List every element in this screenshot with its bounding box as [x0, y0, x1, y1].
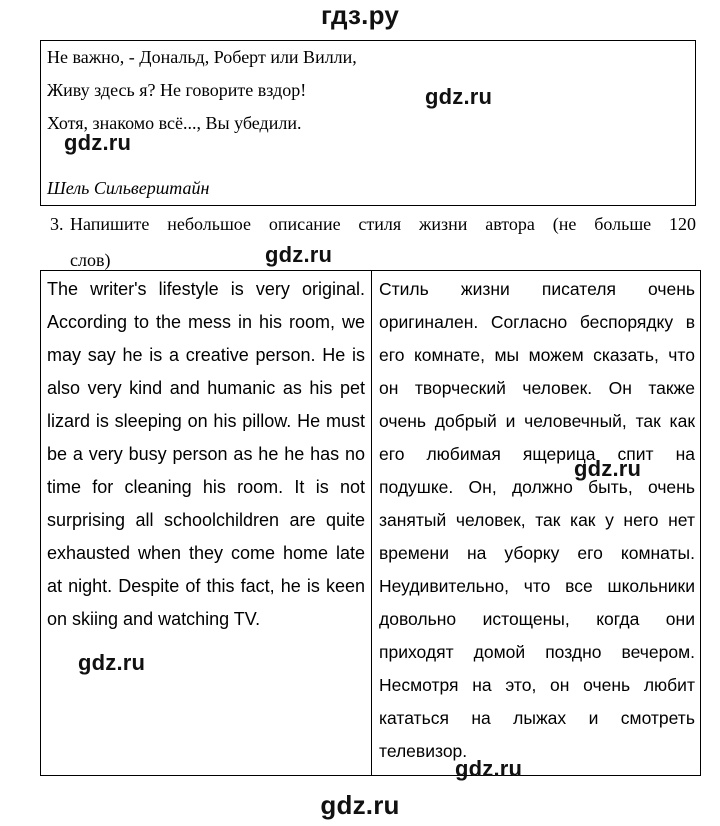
russian-word: домой — [473, 642, 526, 662]
task-word: жизни — [418, 214, 468, 234]
task-word: больше — [594, 214, 652, 234]
task-word: 120 — [669, 214, 696, 234]
russian-word: на — [466, 543, 487, 563]
russian-word: Согласно — [490, 312, 568, 332]
russian-word: человек. — [522, 378, 593, 398]
russian-word: очень — [647, 477, 695, 497]
watermark: gdz.ru — [425, 84, 493, 109]
russian-word: приходят — [379, 642, 454, 662]
poem-box — [40, 40, 696, 206]
task-word: автора — [485, 214, 535, 234]
russian-line — [379, 537, 695, 570]
russian-word: он — [379, 378, 399, 398]
task-word: (не — [552, 214, 577, 234]
russian-line — [379, 504, 695, 537]
russian-word: спит — [617, 444, 654, 464]
russian-word: он — [550, 675, 570, 695]
russian-word: его — [379, 345, 405, 365]
russian-word: очень — [648, 279, 695, 299]
russian-word: жизни — [460, 279, 510, 299]
russian-word: ящерица — [522, 444, 596, 464]
task-3 — [50, 206, 696, 278]
russian-word: времени — [379, 543, 449, 563]
russian-word: Он, — [468, 477, 497, 497]
russian-word: писателя — [541, 279, 616, 299]
russian-word: должно — [511, 477, 573, 497]
russian-word: так — [635, 411, 661, 431]
russian-line — [379, 702, 695, 735]
russian-line — [379, 405, 695, 438]
russian-word: комнате, — [413, 345, 485, 365]
russian-word: на — [675, 444, 695, 464]
watermark: gdz.ru — [78, 650, 146, 675]
russian-word: так — [535, 510, 561, 530]
watermark: gdz.ru — [574, 456, 642, 481]
russian-word: можем — [528, 345, 584, 365]
russian-word: нет — [668, 510, 695, 530]
russian-line — [379, 306, 695, 339]
russian-word: Несмотря — [379, 675, 459, 695]
russian-word: в — [685, 312, 695, 332]
russian-word: мы — [494, 345, 520, 365]
russian-word: оригинален. — [379, 312, 479, 332]
russian-word: вечером. — [621, 642, 695, 662]
russian-word: Стиль — [379, 279, 429, 299]
watermark: gdz.ru — [265, 242, 333, 267]
russian-word: когда — [596, 609, 640, 629]
russian-word: Он — [608, 378, 632, 398]
watermark: gdz.ru — [64, 130, 132, 155]
task-line-1 — [70, 206, 696, 242]
task-word: Напишите — [70, 214, 150, 234]
russian-word: что — [523, 576, 551, 596]
russian-word: как — [570, 510, 596, 530]
russian-word: любимая — [426, 444, 501, 464]
russian-line — [379, 339, 695, 372]
russian-word: сказать, — [593, 345, 659, 365]
russian-word: смотреть — [620, 708, 695, 728]
russian-word: беспорядку — [579, 312, 674, 332]
task-line-2: слов) — [70, 250, 111, 270]
russian-word: него — [623, 510, 659, 530]
russian-line — [379, 570, 695, 603]
russian-word: на — [472, 675, 492, 695]
russian-word: школьники — [607, 576, 695, 596]
watermark: gdz.ru — [455, 756, 523, 781]
russian-word: поздно — [545, 642, 602, 662]
russian-word: телевизор. — [379, 741, 468, 761]
russian-line — [379, 438, 695, 471]
russian-word: и — [588, 708, 599, 728]
russian-word: у — [605, 510, 614, 530]
russian-word: и — [505, 411, 516, 431]
task-word: описание — [268, 214, 341, 234]
russian-line — [379, 273, 695, 306]
russian-translation — [379, 273, 695, 768]
russian-line — [379, 735, 695, 768]
russian-word: уборку — [504, 543, 560, 563]
russian-word: очень — [379, 411, 426, 431]
russian-word: любит — [643, 675, 695, 695]
english-answer: The writer's lifestyle is very original. According to the mess in his room, we may say he is a creative person. He is also very kind and humanic as his pet lizard is sleeping on his pillow. He must be a very busy person as he he has no time for cleaning his room. It is not surprising all schoolchildren are quite exhausted when they come home late at night. Despite of this fact, he is keen on skiing and watching TV. — [47, 279, 365, 629]
task-number: 3. — [50, 214, 64, 234]
task-word: стиля — [358, 214, 402, 234]
column-divider — [371, 271, 372, 775]
russian-word: его — [577, 543, 603, 563]
russian-word: что — [668, 345, 695, 365]
answer-table — [40, 270, 701, 776]
russian-word: на — [471, 708, 491, 728]
russian-word: истощены, — [482, 609, 570, 629]
russian-word: подушке. — [379, 477, 454, 497]
russian-line — [379, 669, 695, 702]
poem-line-2: Живу здесь я? Не говорите вздор! — [47, 80, 307, 100]
russian-word: человечный, — [524, 411, 627, 431]
russian-word: комнаты. — [620, 543, 695, 563]
russian-word: занятый — [379, 510, 447, 530]
russian-word: добрый — [434, 411, 497, 431]
russian-word: они — [665, 609, 695, 629]
russian-word: как — [669, 411, 695, 431]
site-footer-watermark: gdz.ru — [320, 790, 400, 820]
poem-author: Шель Сильверштайн — [47, 178, 210, 198]
russian-line — [379, 636, 695, 669]
russian-word: очень — [583, 675, 631, 695]
poem-line-1: Не важно, - Дональд, Роберт или Вилли, — [47, 47, 357, 67]
russian-line — [379, 603, 695, 636]
russian-line — [379, 471, 695, 504]
russian-word: это, — [505, 675, 537, 695]
russian-word: Неудивительно, — [379, 576, 509, 596]
russian-word: кататься — [379, 708, 449, 728]
russian-word: также — [648, 378, 695, 398]
russian-word: его — [379, 444, 405, 464]
russian-word: довольно — [379, 609, 457, 629]
russian-word: творческий — [414, 378, 506, 398]
site-header-watermark: гдз.ру — [320, 0, 399, 30]
poem-line-3: Хотя, знакомо всё..., Вы убедили. — [47, 113, 302, 133]
russian-word: все — [565, 576, 593, 596]
task-word: небольшое — [167, 214, 252, 234]
russian-word: человек, — [455, 510, 526, 530]
russian-line — [379, 372, 695, 405]
russian-word: лыжах — [513, 708, 567, 728]
russian-word: быть, — [588, 477, 633, 497]
